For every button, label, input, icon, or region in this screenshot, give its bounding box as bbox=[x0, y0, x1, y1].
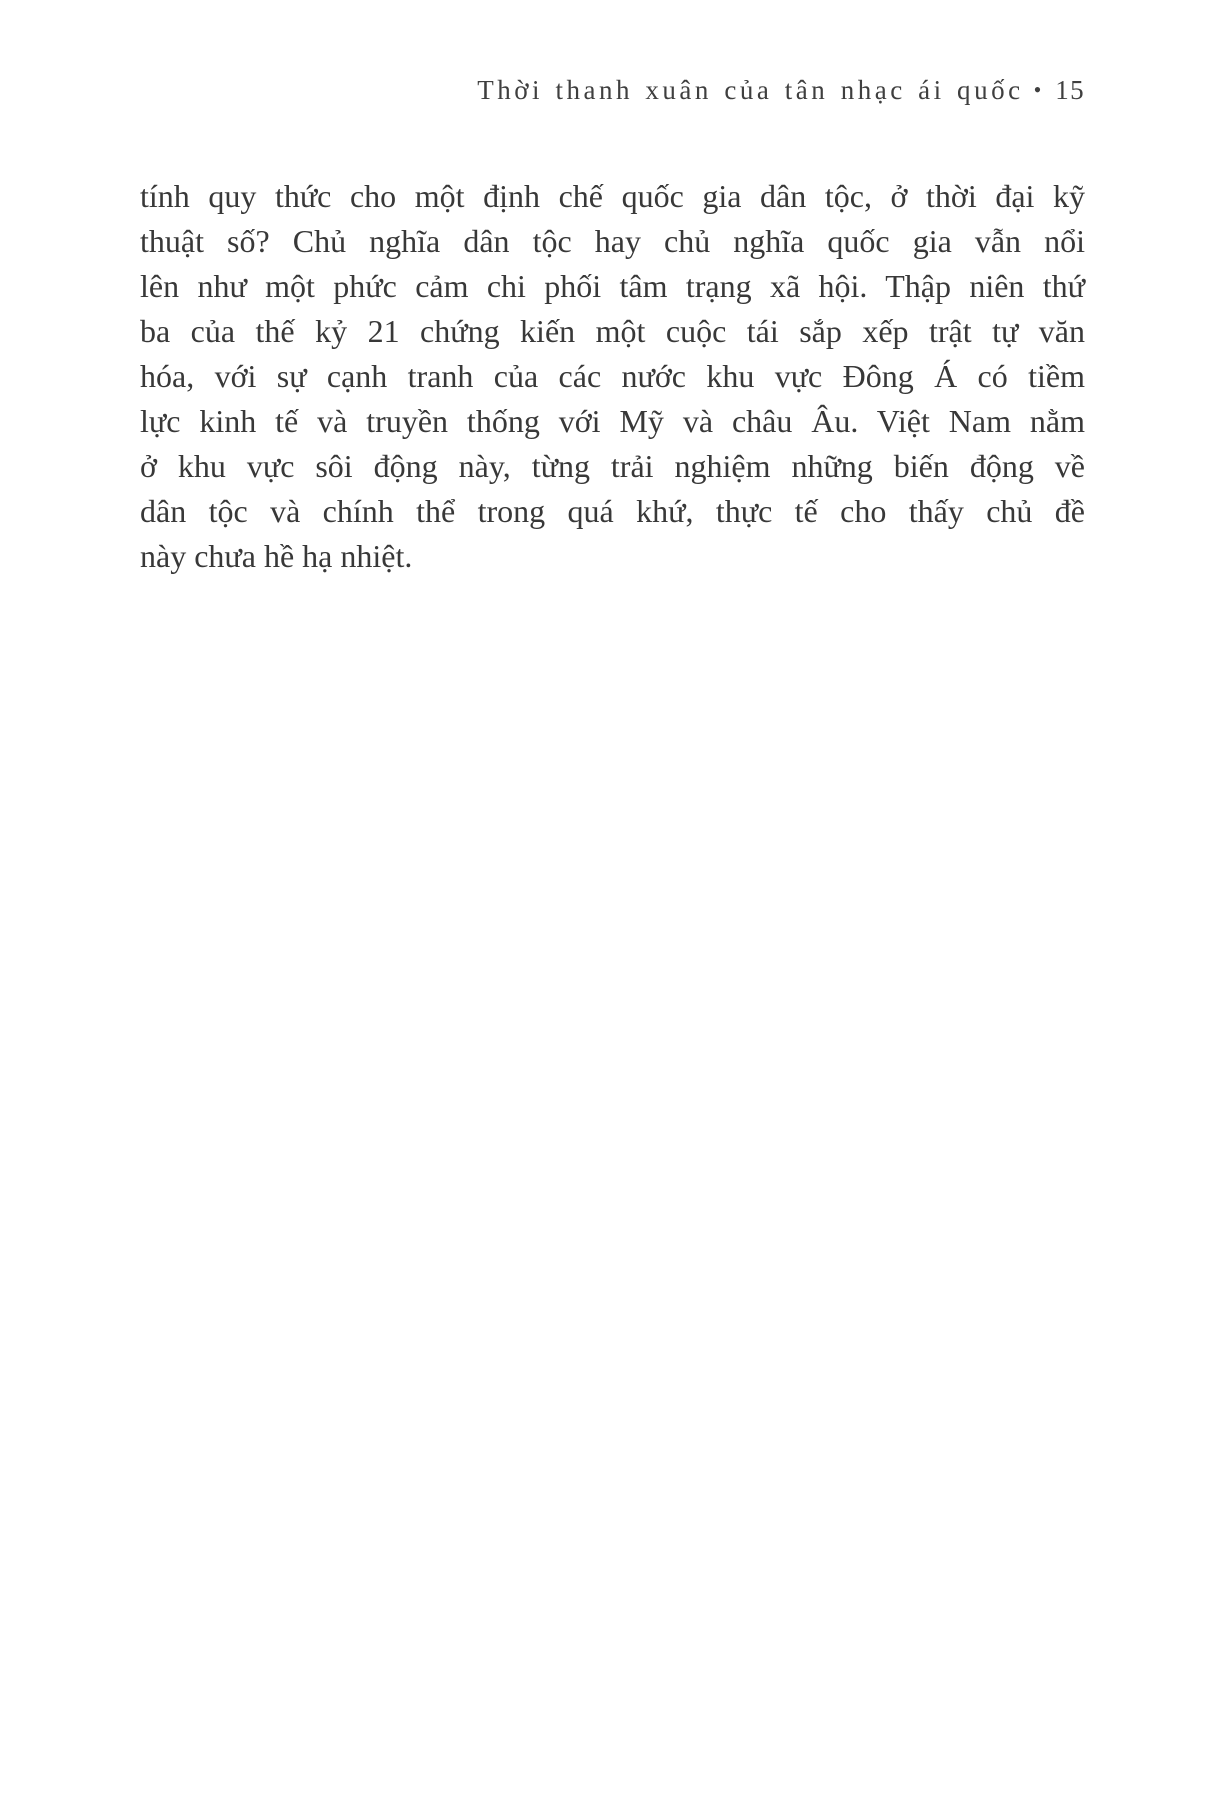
text-line: lực kinh tế và truyền thống với Mỹ và châu Âu. Việt Nam nằm bbox=[140, 403, 1085, 439]
body-paragraph bbox=[140, 174, 1085, 579]
text-line: này chưa hề hạ nhiệt. bbox=[140, 538, 413, 574]
page-number: 15 bbox=[1055, 75, 1085, 105]
running-header bbox=[140, 72, 1085, 108]
text-line: tính quy thức cho một định chế quốc gia dân tộc, ở thời đại kỹ bbox=[140, 178, 1085, 214]
header-bullet-separator: • bbox=[1033, 77, 1042, 102]
text-line: thuật số? Chủ nghĩa dân tộc hay chủ nghĩa quốc gia vẫn nổi bbox=[140, 223, 1085, 259]
text-line: dân tộc và chính thể trong quá khứ, thực tế cho thấy chủ đề bbox=[140, 493, 1085, 529]
text-line: lên như một phức cảm chi phối tâm trạng xã hội. Thập niên thứ bbox=[140, 268, 1085, 304]
text-line: ba của thế kỷ 21 chứng kiến một cuộc tái sắp xếp trật tự văn bbox=[140, 313, 1085, 349]
text-line: ở khu vực sôi động này, từng trải nghiệm những biến động về bbox=[140, 448, 1085, 484]
running-header-title: Thời thanh xuân của tân nhạc ái quốc bbox=[477, 75, 1024, 105]
text-line: hóa, với sự cạnh tranh của các nước khu vực Đông Á có tiềm bbox=[140, 358, 1085, 394]
